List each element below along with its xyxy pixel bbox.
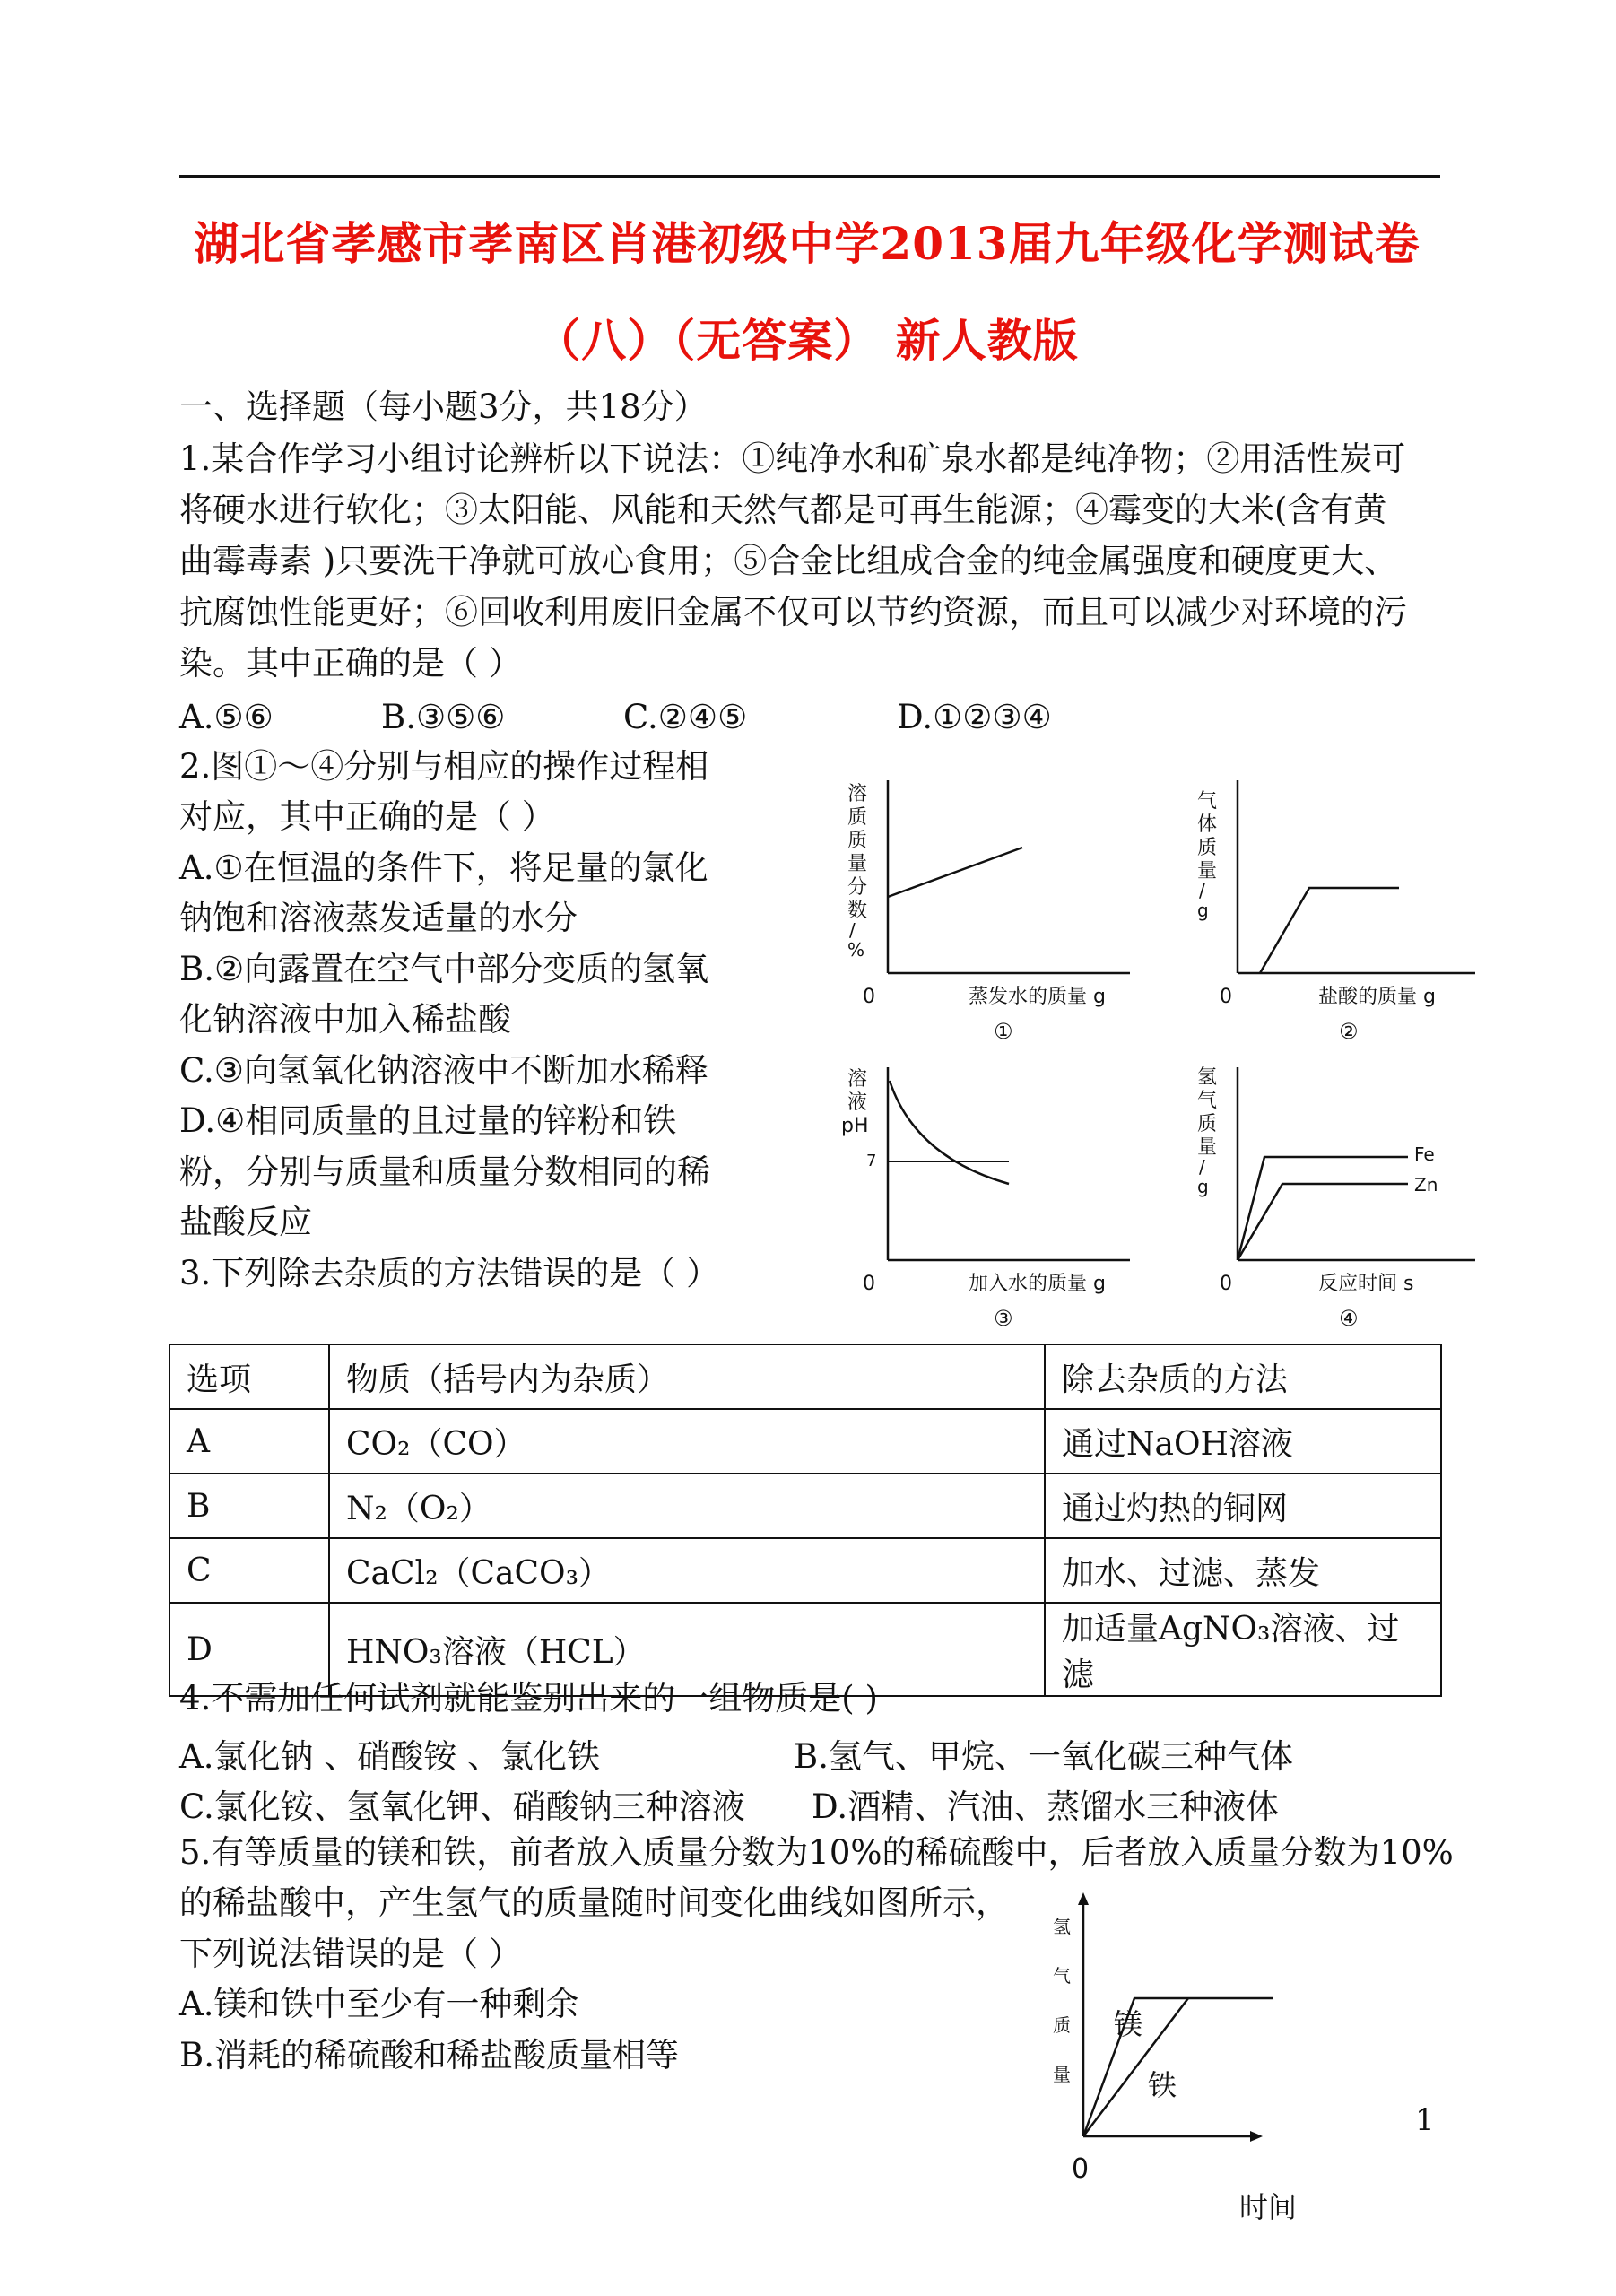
chart-4 [1179, 1058, 1502, 1340]
svg-text:质: 质 [847, 830, 868, 852]
title-line-1: 湖北省孝感市孝南区肖港初级中学2013届九年级化学测试卷 [194, 217, 1421, 270]
q2-line-5: B.②向露置在空气中部分变质的氢氧 [179, 950, 709, 988]
svg-text:液: 液 [847, 1091, 868, 1114]
q1-line-1: 1.某合作学习小组讨论辨析以下说法：①纯净水和矿泉水都是纯净物；②用活性炭可 [179, 439, 1406, 478]
chart-3-series-curve [890, 1081, 1009, 1184]
svg-text:pH: pH [841, 1115, 869, 1137]
q4-option-a: A.氯化钠 、硝酸铵 、氯化铁 [179, 1737, 601, 1776]
chart-1-ylabel [847, 783, 867, 961]
q3-stem: 3.下列除去杂质的方法错误的是（ ） [179, 1254, 720, 1292]
q1-option-c: C.②④⑤ [623, 698, 748, 736]
q5-chart [1031, 1892, 1327, 2237]
table-cell-substance: N₂（O₂） [329, 1474, 1045, 1538]
q2-line-6: 化钠溶液中加入稀盐酸 [179, 1000, 511, 1039]
q2-line-3: A.①在恒温的条件下，将足量的氯化 [179, 848, 708, 887]
table-cell-method: 通过NaOH溶液 [1045, 1409, 1441, 1474]
impurity-table [169, 1344, 1442, 1697]
q2-line-4: 钠饱和溶液蒸发适量的水分 [179, 899, 578, 937]
q1-option-a: A.⑤⑥ [179, 698, 274, 736]
svg-text:量: 量 [1197, 860, 1218, 883]
svg-text:g: g [1197, 1176, 1209, 1197]
svg-text:气: 气 [1197, 1090, 1218, 1112]
table-cell-substance: CO₂（CO） [329, 1409, 1045, 1474]
q4-option-b: B.氢气、甲烷、一氧化碳三种气体 [794, 1737, 1293, 1776]
chart-2-number: ② [1339, 1019, 1359, 1044]
q2-line-9: 粉，分别与质量和质量分数相同的稀 [179, 1152, 710, 1191]
q5-chart-label-mg: 镁 [1114, 2007, 1143, 2041]
table-row [169, 1409, 1441, 1474]
q4-option-d: D.酒精、汽油、蒸馏水三种液体 [812, 1787, 1280, 1826]
q5-option-b: B.消耗的稀硫酸和稀盐酸质量相等 [179, 2036, 679, 2074]
q5-line-3: 下列说法错误的是（ ） [179, 1935, 522, 1973]
svg-text:质: 质 [847, 806, 868, 829]
table-row [169, 1474, 1441, 1538]
q4-stem: 4.不需加任何试剂就能鉴别出来的一组物质是( ) [179, 1679, 878, 1718]
chart-1-number: ① [994, 1019, 1013, 1044]
chart-4-ylabel [1197, 1066, 1217, 1197]
svg-text:分: 分 [847, 876, 868, 899]
q4-option-c: C.氯化铵、氢氧化钾、硝酸钠三种溶液 [179, 1787, 745, 1826]
table-cell-method: 通过灼热的铜网 [1045, 1474, 1441, 1538]
svg-text:数: 数 [847, 900, 868, 922]
chart-1-xlabel: 蒸发水的质量 g [969, 986, 1106, 1008]
table-cell-substance: HNO₃溶液（HCL） [329, 1603, 1045, 1696]
chart-1-series-line [888, 848, 1022, 897]
table-header-cell: 选项 [169, 1344, 329, 1409]
chart-3-xlabel: 加入水的质量 g [969, 1273, 1106, 1295]
q1-line-4: 抗腐蚀性能更好；⑥回收利用废旧金属不仅可以节约资源，而且可以减少对环境的污 [179, 593, 1407, 631]
svg-text:量: 量 [847, 853, 868, 875]
chart-4-series-fe [1238, 1157, 1408, 1260]
chart-3 [834, 1058, 1157, 1340]
q5-chart-x-arrow [1250, 2131, 1263, 2142]
svg-text:气: 气 [1053, 1965, 1071, 1987]
table-cell-option: C [169, 1538, 329, 1603]
q2-line-1: 2.图①～④分别与相应的操作过程相 [179, 747, 709, 786]
chart-4-number: ④ [1339, 1306, 1359, 1331]
svg-text:g: g [1197, 900, 1209, 921]
q1-line-2: 将硬水进行软化；③太阳能、风能和天然气都是可再生能源；④霉变的大米(含有黄 [179, 491, 1387, 529]
table-cell-method: 加水、过滤、蒸发 [1045, 1538, 1441, 1603]
q5-option-a: A.镁和铁中至少有一种剩余 [179, 1985, 579, 2023]
title-line-2: （八）（无答案） 新人教版 [535, 314, 1079, 367]
svg-text:质: 质 [1197, 837, 1218, 859]
chart-2-ylabel [1197, 790, 1217, 921]
svg-text:体: 体 [1197, 813, 1218, 836]
svg-text:/: / [1199, 880, 1205, 901]
table-row [169, 1538, 1441, 1603]
table-cell-option: D [169, 1603, 329, 1696]
chart-4-xlabel: 反应时间 s [1318, 1273, 1414, 1295]
chart-2 [1179, 771, 1502, 1053]
svg-text:氢: 氢 [1197, 1066, 1218, 1089]
svg-text:氢: 氢 [1053, 1916, 1071, 1937]
chart-1-origin: 0 [863, 986, 875, 1008]
svg-text:溶: 溶 [847, 1068, 868, 1091]
q1-line-5: 染。其中正确的是（ ） [179, 644, 522, 683]
q2-line-10: 盐酸反应 [179, 1203, 312, 1241]
svg-text:/: / [849, 919, 856, 941]
q5-line-2: 的稀盐酸中，产生氢气的质量随时间变化曲线如图所示， [179, 1883, 1009, 1922]
q5-chart-origin: 0 [1072, 2153, 1090, 2185]
svg-text:质: 质 [1053, 2014, 1071, 2036]
svg-text:量: 量 [1197, 1136, 1218, 1159]
chart-1 [834, 771, 1157, 1053]
chart-4-series-zn [1238, 1184, 1408, 1260]
page-number: 1 [1415, 2102, 1435, 2138]
svg-text:量: 量 [1053, 2064, 1071, 2085]
svg-text:/: / [1199, 1156, 1205, 1178]
q5-chart-xlabel: 时间 [1239, 2190, 1298, 2224]
chart-4-label-fe: Fe [1414, 1144, 1435, 1165]
q5-chart-series-mg [1083, 1998, 1273, 2136]
svg-text:气: 气 [1197, 790, 1218, 813]
chart-2-series-line [1260, 888, 1399, 973]
chart-3-number: ③ [994, 1306, 1013, 1331]
table-cell-substance: CaCl₂（CaCO₃） [329, 1538, 1045, 1603]
q5-chart-y-arrow [1078, 1892, 1089, 1905]
table-header-cell: 物质（括号内为杂质） [329, 1344, 1045, 1409]
chart-2-origin: 0 [1220, 986, 1232, 1008]
q1-option-d: D.①②③④ [897, 698, 1052, 736]
q1-line-3: 曲霉毒素 )只要洗干净就可放心食用；⑤合金比组成合金的纯金属强度和硬度更大、 [179, 542, 1398, 580]
q5-chart-ylabel [1053, 1916, 1071, 2085]
table-header-cell: 除去杂质的方法 [1045, 1344, 1441, 1409]
q2-line-8: D.④相同质量的且过量的锌粉和铁 [179, 1101, 677, 1140]
header-rule [179, 175, 1440, 178]
chart-3-tick: 7 [866, 1152, 877, 1170]
table-cell-option: B [169, 1474, 329, 1538]
svg-text:溶: 溶 [847, 783, 868, 805]
chart-4-origin: 0 [1220, 1273, 1232, 1295]
chart-3-ylabel [841, 1068, 869, 1137]
chart-4-label-zn: Zn [1414, 1174, 1438, 1196]
table-header-row [169, 1344, 1441, 1409]
chart-2-xlabel: 盐酸的质量 g [1318, 986, 1436, 1008]
section-heading: 一、选择题（每小题3分，共18分） [179, 387, 708, 426]
q2-line-2: 对应，其中正确的是（ ） [179, 797, 555, 836]
q1-option-b: B.③⑤⑥ [381, 698, 506, 736]
svg-text:质: 质 [1197, 1113, 1218, 1135]
q5-chart-label-fe: 铁 [1148, 2068, 1177, 2102]
table-cell-method: 加适量AgNO₃溶液、过滤 [1045, 1603, 1441, 1696]
svg-text:%: % [847, 939, 865, 961]
q5-line-1: 5.有等质量的镁和铁，前者放入质量分数为10%的稀硫酸中，后者放入质量分数为10% [179, 1833, 1454, 1872]
q2-line-7: C.③向氢氧化钠溶液中不断加水稀释 [179, 1051, 708, 1090]
table-cell-option: A [169, 1409, 329, 1474]
chart-3-origin: 0 [863, 1273, 875, 1295]
